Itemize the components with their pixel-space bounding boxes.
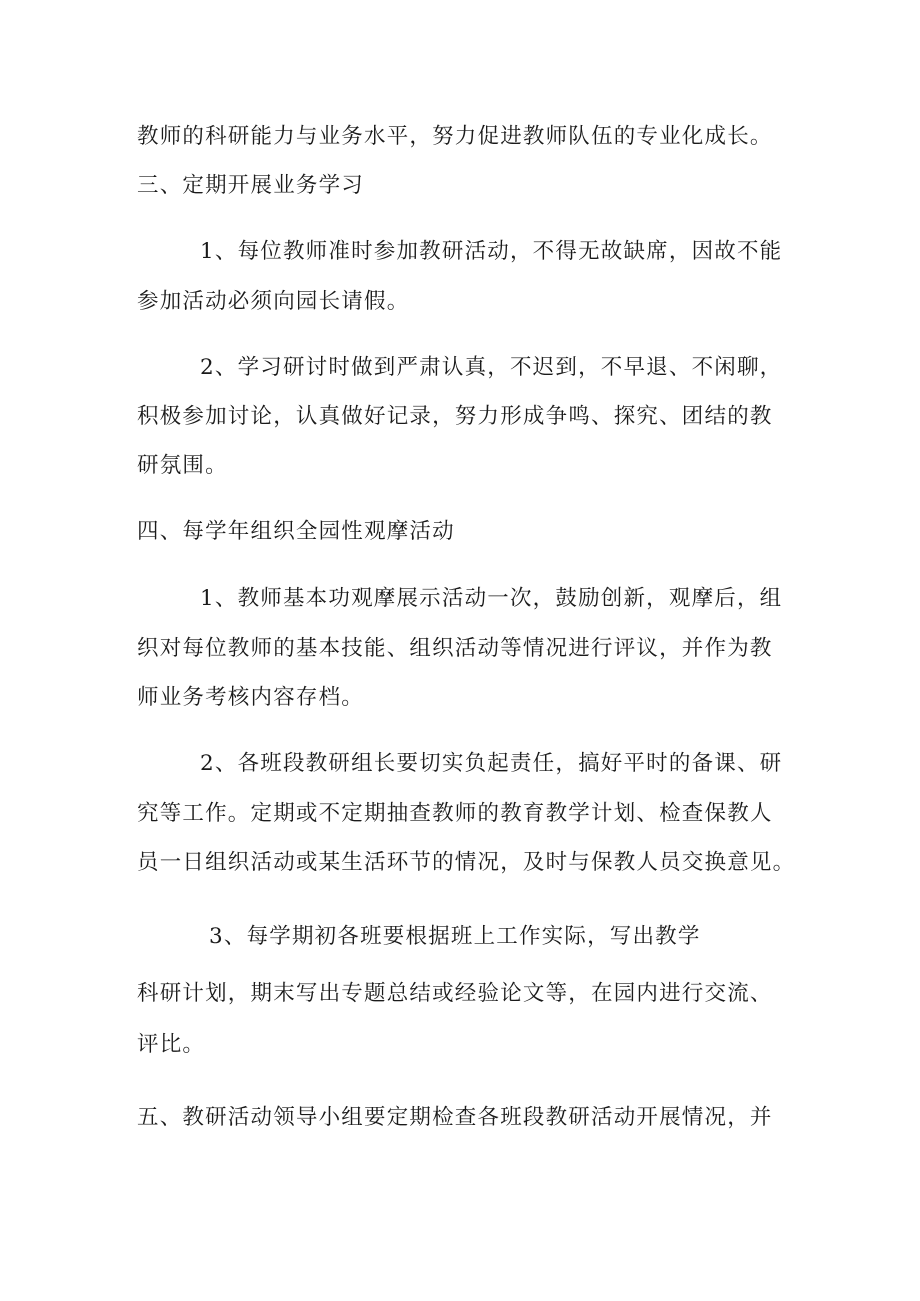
text-line-14: 员一日组织活动或某生活环节的情况，及时与保教人员交换意见。 <box>137 850 796 875</box>
text-line-7: 研氛围。 <box>137 453 228 478</box>
text-line-16: 科研计划，期末写出专题总结或经验论文等，在园内进行交流、 <box>137 981 773 1006</box>
text-line-12: 2、各班段教研组长要切实负起责任，搞好平时的备课、研 <box>200 751 783 776</box>
text-line-9: 1、教师基本功观摩展示活动一次，鼓励创新，观摩后，组 <box>200 586 783 611</box>
text-line-3: 1、每位教师准时参加教研活动，不得无故缺席，因故不能 <box>200 239 783 264</box>
section-heading-5: 五、教研活动领导小组要定期检查各班段教研活动开展情况，并 <box>137 1105 773 1130</box>
text-line-10: 织对每位教师的基本技能、组织活动等情况进行评议，并作为教 <box>137 636 773 661</box>
text-line-11: 师业务考核内容存档。 <box>137 685 365 710</box>
text-line-5: 2、学习研讨时做到严肃认真，不迟到，不早退、不闲聊， <box>200 355 783 380</box>
text-line-6: 积极参加讨论，认真做好记录，努力形成争鸣、探究、团结的教 <box>137 404 773 429</box>
text-line-17: 评比。 <box>137 1032 206 1057</box>
text-line-15: 3、每学期初各班要根据班上工作实际，写出教学 <box>209 924 701 949</box>
section-heading-3: 三、定期开展业务学习 <box>137 173 365 198</box>
section-heading-4: 四、每学年组织全园性观摩活动 <box>137 519 455 544</box>
text-line-13: 究等工作。定期或不定期抽查教师的教育教学计划、检查保教人 <box>137 801 773 826</box>
text-line-1: 教师的科研能力与业务水平，努力促进教师队伍的专业化成长。 <box>137 124 773 149</box>
text-line-4: 参加活动必须向园长请假。 <box>137 289 410 314</box>
